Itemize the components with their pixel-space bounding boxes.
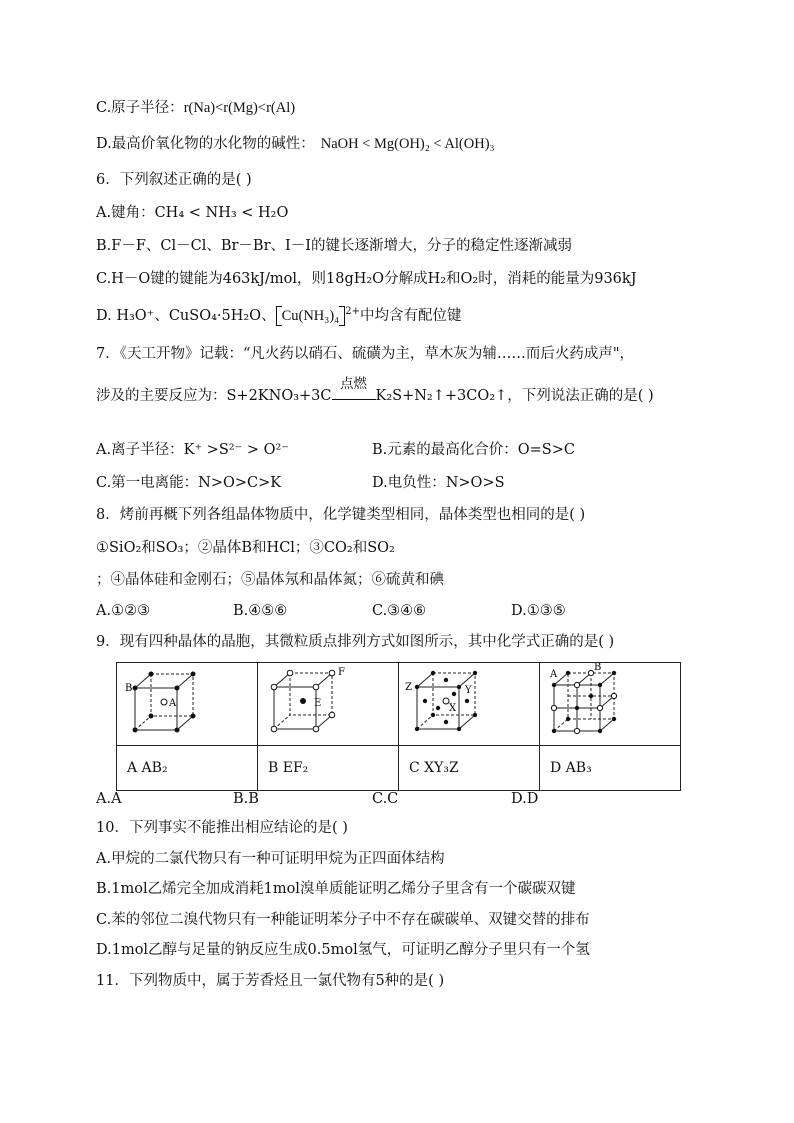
- q8-option-a: A.①②③: [96, 603, 151, 619]
- q9-option-a: A.A: [96, 791, 122, 807]
- cell-d-diagram: [540, 663, 670, 741]
- q8-option-c: C.③④⑥: [372, 603, 427, 619]
- q9-cell-a: [117, 663, 258, 746]
- cell-a-label-b: B: [125, 683, 133, 694]
- q6-option-d-suffix: 中均含有配位键: [359, 308, 462, 324]
- cell-a-diagram: [117, 663, 247, 741]
- q6-option-d-prefix: D. H₃O⁺、CuSO₄·5H₂O、: [96, 308, 276, 324]
- q9-stem: 9．现有四种晶体的晶胞，其微粒质点排列方式如图所示，其中化学式正确的是( ): [96, 634, 615, 650]
- q11-stem: 11．下列物质中，属于芳香烃且一氯代物有5种的是( ): [96, 973, 445, 989]
- q9-option-d: D.D: [511, 791, 539, 807]
- q10-stem: 10．下列事实不能推出相应结论的是( ): [96, 820, 348, 836]
- q5-option-d-label: D.最高价氧化物的水化物的碱性：: [96, 136, 315, 152]
- cell-a-label-a: A: [169, 698, 177, 709]
- q8-option-b: B.④⑤⑥: [233, 603, 288, 619]
- cell-c-diagram: [399, 663, 529, 741]
- q6-option-d-charge: 2+: [345, 306, 360, 318]
- q6-option-c: C.H－O键的键能为463kJ/mol，则18gH₂O分解成H₂和O₂时，消耗的能量为936kJ: [96, 271, 637, 287]
- q6-stem: 6．下列叙述正确的是( ): [96, 172, 252, 188]
- q7-option-b: B.元素的最高化合价：O=S>C: [372, 442, 575, 458]
- cell-d-label-b: B: [594, 663, 602, 673]
- q9-caption-d: D AB₃: [540, 746, 681, 791]
- q7-equation-left: 涉及的主要反应为：S+2KNO₃+3C: [96, 388, 332, 404]
- q5-option-c-label: C.原子半径：: [96, 100, 184, 116]
- cell-d-label-a: A: [550, 669, 558, 680]
- q8-option-d: D.①③⑤: [511, 603, 566, 619]
- q9-cell-c: [399, 663, 540, 746]
- q8-line3: ；④晶体硅和金刚石；⑤晶体氖和晶体氮；⑥硫黄和碘: [96, 572, 444, 588]
- q9-cell-d: [540, 663, 681, 746]
- cell-c-label-y: Y: [465, 685, 472, 696]
- q6-option-a: A.键角：CH₄ < NH₃ < H₂O: [96, 205, 289, 221]
- q8-stem: 8．烤前再概下列各组晶体物质中，化学键类型相同，晶体类型也相同的是( ): [96, 507, 586, 523]
- q8-line2: ①SiO₂和SO₃；②晶体B和HCl；③CO₂和SO₂: [96, 540, 395, 556]
- q7-option-d: D.电负性：N>O>S: [372, 475, 505, 491]
- q7-condition: 点燃: [340, 376, 367, 392]
- q5-option-c: [96, 98, 295, 118]
- q9-caption-a: A AB₂: [117, 746, 258, 791]
- q6-option-d: [96, 306, 461, 326]
- q10-option-c: C.苯的邻位二溴代物只有一种能证明苯分子中不存在碳碳单、双键交替的排布: [96, 912, 590, 928]
- cell-c-label-x: X: [449, 703, 457, 714]
- q5-option-d: [96, 134, 495, 154]
- q6-option-d-complex: Cu(NH₃)₄: [281, 308, 340, 324]
- q7-equation-right: K₂S+N₂↑+3CO₂↑，下列说法正确的是( ): [375, 388, 654, 404]
- q7-option-a: A.离子半径：K⁺ >S²⁻ > O²⁻: [96, 442, 289, 458]
- q5-option-c-formula: r(Na)<r(Mg)<r(Al): [183, 100, 296, 116]
- q9-crystal-table: [116, 662, 681, 791]
- cell-c-label-z: Z: [405, 682, 412, 693]
- q7-reaction-arrow: [332, 376, 376, 400]
- q6-option-b: B.F－F、Cl－Cl、Br－Br、I－I的键长逐渐增大，分子的稳定性逐渐减弱: [96, 238, 572, 254]
- q7-stem-line2: [96, 376, 654, 406]
- q7-stem-line1: 7．《天工开物》记载：“凡火药以硝石、硫磺为主，草木灰为辅……而后火药成声"，: [96, 346, 635, 362]
- cell-b-label-f: F: [338, 667, 345, 678]
- q9-option-b: B.B: [233, 791, 259, 807]
- q10-option-d: D.1mol乙醇与足量的钠反应生成0.5mol氢气，可证明乙醇分子里只有一个氢: [96, 942, 590, 958]
- q5-option-d-formula: NaOH < Mg(OH)₂ < Al(OH)₃: [320, 136, 495, 152]
- q9-caption-b: B EF₂: [258, 746, 399, 791]
- q7-option-c: C.第一电离能：N>O>C>K: [96, 475, 282, 491]
- q10-option-b: B.1mol乙烯完全加成消耗1mol溴单质能证明乙烯分子里含有一个碳碳双键: [96, 881, 576, 897]
- q9-option-c: C.C: [372, 791, 399, 807]
- cell-b-diagram: [258, 663, 388, 741]
- q9-caption-c: C XY₃Z: [399, 746, 540, 791]
- q9-cell-b: [258, 663, 399, 746]
- cell-b-label-e: E: [314, 698, 322, 709]
- q10-option-a: A.甲烷的二氯代物只有一种可证明甲烷为正四面体结构: [96, 851, 445, 867]
